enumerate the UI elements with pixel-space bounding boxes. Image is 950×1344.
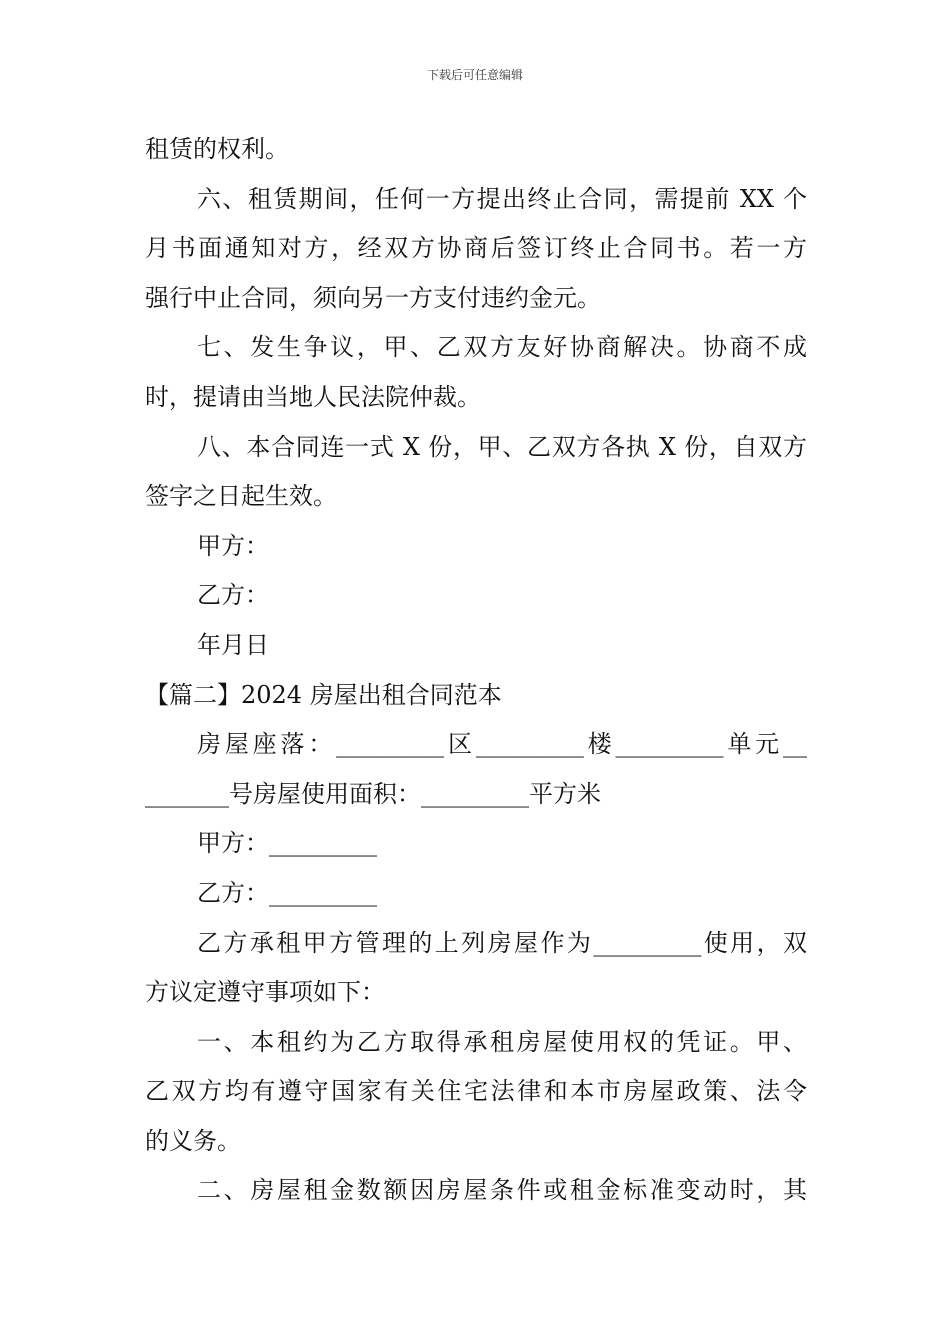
text-line: 租赁的权利。	[145, 135, 289, 163]
text-line: 乙方：	[197, 581, 269, 610]
text-line: 乙方：_________	[197, 878, 377, 907]
text-line: 一、本租约为乙方取得承租房屋使用权的凭证。甲、	[197, 1027, 807, 1056]
text-line: 乙方承租甲方管理的上列房屋作为_________使用，双	[197, 928, 807, 957]
document-body	[145, 125, 807, 1216]
text-line: 的义务。	[145, 1126, 241, 1155]
text-line: 八、本合同连一式 X 份，甲、乙双方各执 X 份，自双方	[197, 432, 807, 461]
text-line: 甲方：	[197, 531, 269, 560]
text-line: 方议定遵守事项如下：	[145, 978, 385, 1007]
text-line: 房屋座落：_________区_________楼_________单元__	[197, 730, 807, 759]
text-line: 时，提请由当地人民法院仲裁。	[145, 382, 481, 411]
text-line: 七、发生争议，甲、乙双方友好协商解决。协商不成	[197, 333, 807, 362]
text-line: 【篇二】2024 房屋出租合同范本	[145, 680, 502, 709]
page-header: 下载后可任意编辑	[426, 68, 523, 82]
text-line: 二、房屋租金数额因房屋条件或租金标准变动时，其	[197, 1176, 807, 1205]
text-line: 甲方：_________	[197, 829, 377, 858]
text-line: 年月日	[197, 630, 269, 659]
text-line: 签字之日起生效。	[145, 482, 337, 511]
text-line: _______号房屋使用面积：_________平方米	[145, 779, 601, 808]
text-line: 六、租赁期间，任何一方提出终止合同，需提前 XX 个	[197, 184, 807, 213]
text-line: 乙双方均有遵守国家有关住宅法律和本市房屋政策、法令	[145, 1077, 807, 1106]
text-line: 强行中止合同，须向另一方支付违约金元。	[145, 283, 601, 312]
text-line: 月书面通知对方，经双方协商后签订终止合同书。若一方	[145, 234, 807, 263]
